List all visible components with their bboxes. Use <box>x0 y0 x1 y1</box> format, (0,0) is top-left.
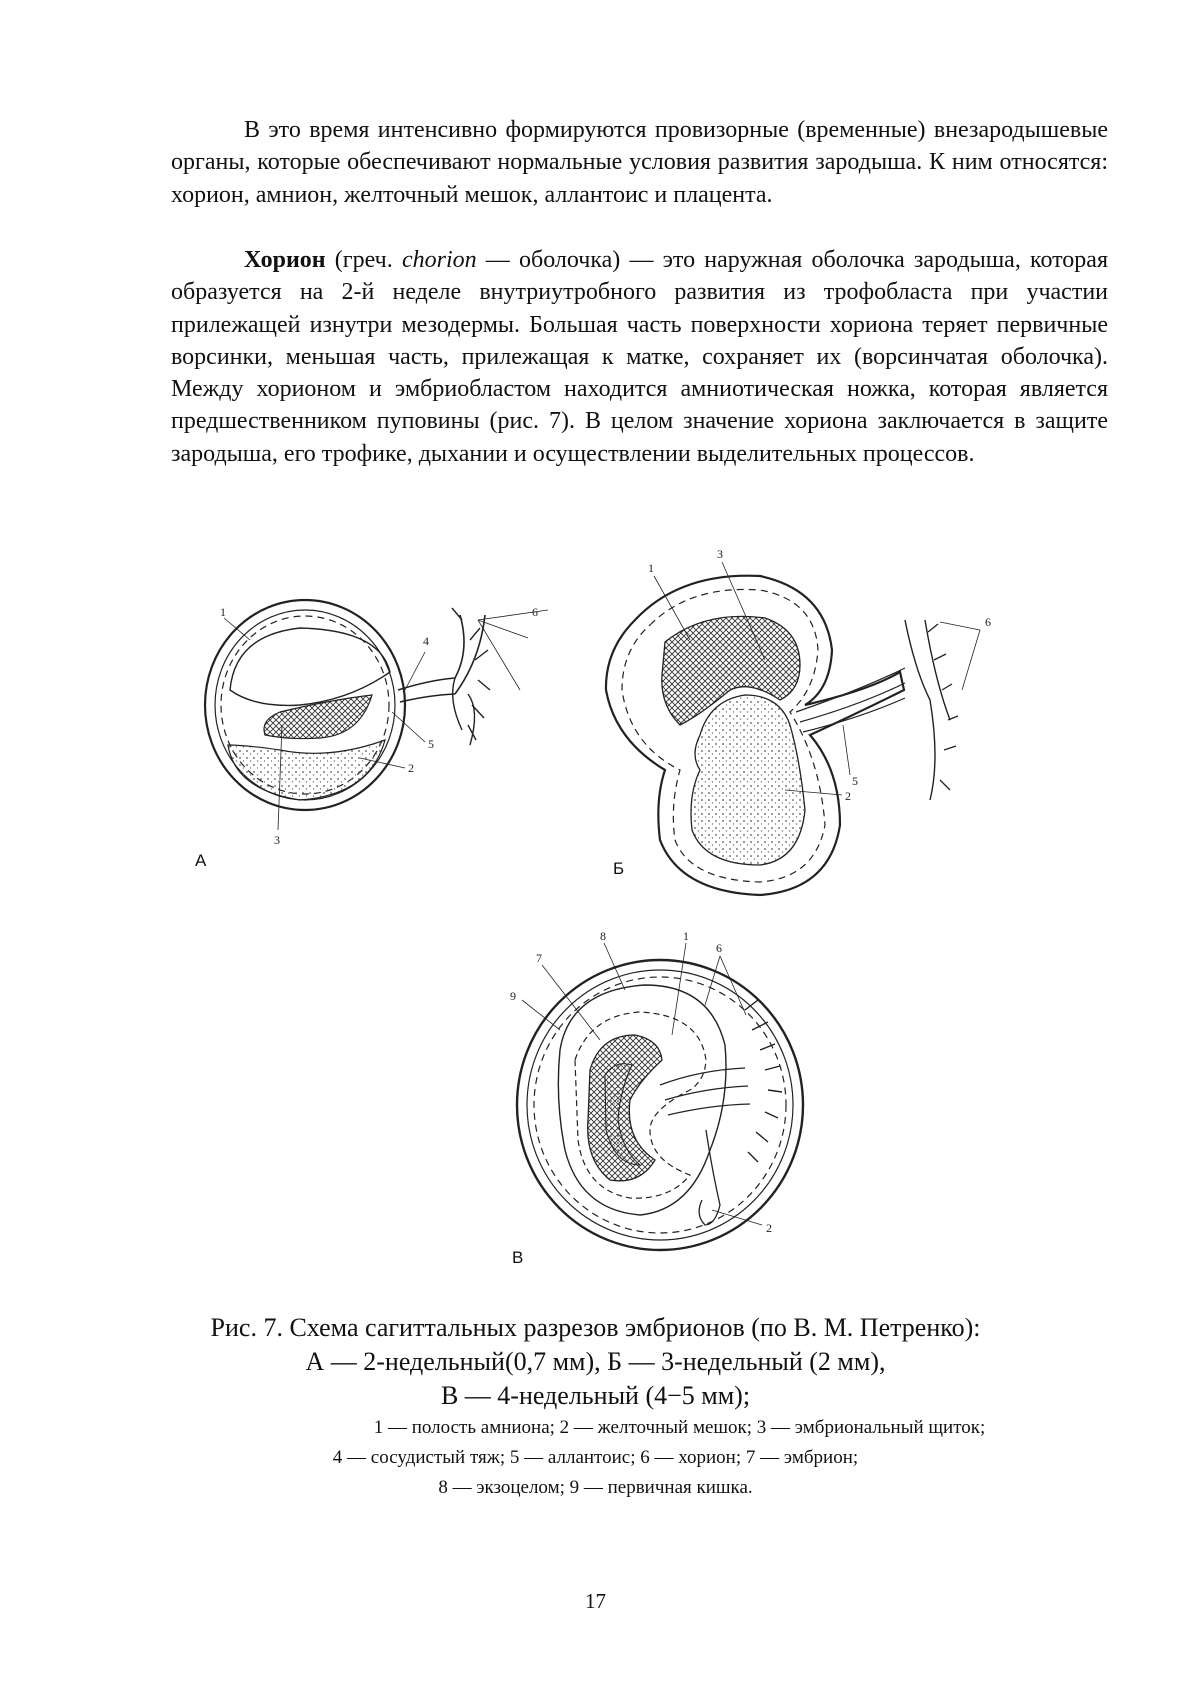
panel-a-drawing <box>205 600 548 830</box>
panel-c-drawing <box>517 943 803 1250</box>
panel-c-letter: В <box>512 1248 524 1267</box>
page-number: 17 <box>585 1589 606 1613</box>
paragraph-chorion-text: — оболочка) — это наружная оболочка зародыша, которая образуется на 2-й неделе внутриутробного развития из трофобласта при участии прилежащей изнутри мезодермы. Большая часть поверхности хориона теряет первичные ворсинки, меньшая часть, прилежащая к матке, сохраняет их (ворсинчатая оболочка). Между хорионом и эмбриобластом находится амниотическая ножка, которая является предшественником пуповины (рис. 7). В целом значение хориона заключается в защите зародыша, его трофике, дыхании и осуществлении выделительных процессов. <box>171 247 1108 467</box>
panel-c-label-1: 1 <box>683 929 689 943</box>
term-chorion: Хорион <box>244 247 326 273</box>
caption-legend-3: 8 — экзоцелом; 9 — первичная кишка. <box>438 1477 753 1498</box>
panel-c-label-7: 7 <box>536 951 542 965</box>
paragraph-chorion <box>171 244 1108 470</box>
panel-c-label-2: 2 <box>766 1221 772 1235</box>
panel-a-label-5: 5 <box>428 737 434 751</box>
caption-line-2: А — 2-недельный(0,7 мм), Б — 3-недельный (2 мм), <box>305 1347 886 1376</box>
paragraph-intro <box>171 114 1108 211</box>
latin-term: chorion <box>401 247 477 273</box>
caption-legend-1: 1 — полость амниона; 2 — желточный мешок; 3 — эмбриональный щиток; <box>373 1417 986 1438</box>
panel-a-label-3: 3 <box>274 833 280 847</box>
panel-c-label-6: 6 <box>716 941 722 955</box>
panel-b-label-3: 3 <box>717 547 723 561</box>
panel-c-label-9: 9 <box>510 989 516 1003</box>
panel-b-label-1: 1 <box>648 561 654 575</box>
paragraph-intro-text: В это время интенсивно формируются провизорные (временные) внезародышевые органы, которые обеспечивают нормальные условия развития зародыша. К ним относятся: хорион, амнион, желточный мешок, аллантоис и плацента. <box>171 117 1108 208</box>
panel-b-label-6: 6 <box>985 615 991 629</box>
panel-a-label-6: 6 <box>532 605 538 619</box>
caption-title: Рис. 7. Схема сагиттальных разрезов эмбрионов (по В. М. Петренко): <box>210 1313 981 1342</box>
panel-a-letter: А <box>195 851 207 870</box>
panel-b-label-5: 5 <box>852 774 858 788</box>
panel-b-label-2: 2 <box>845 789 851 803</box>
panel-c-label-8: 8 <box>600 929 606 943</box>
caption-line-3: В — 4-недельный (4−5 мм); <box>440 1381 751 1410</box>
panel-a-label-1: 1 <box>220 605 226 619</box>
paragraph-chorion-open: (греч. <box>325 247 402 273</box>
panel-b-drawing <box>606 562 980 895</box>
panel-b-letter: Б <box>613 859 625 878</box>
panel-a-label-2: 2 <box>408 761 414 775</box>
caption-legend-2: 4 — сосудистый тяж; 5 — аллантоис; 6 — хорион; 7 — эмбрион; <box>332 1447 859 1468</box>
panel-a-label-4: 4 <box>423 634 429 648</box>
